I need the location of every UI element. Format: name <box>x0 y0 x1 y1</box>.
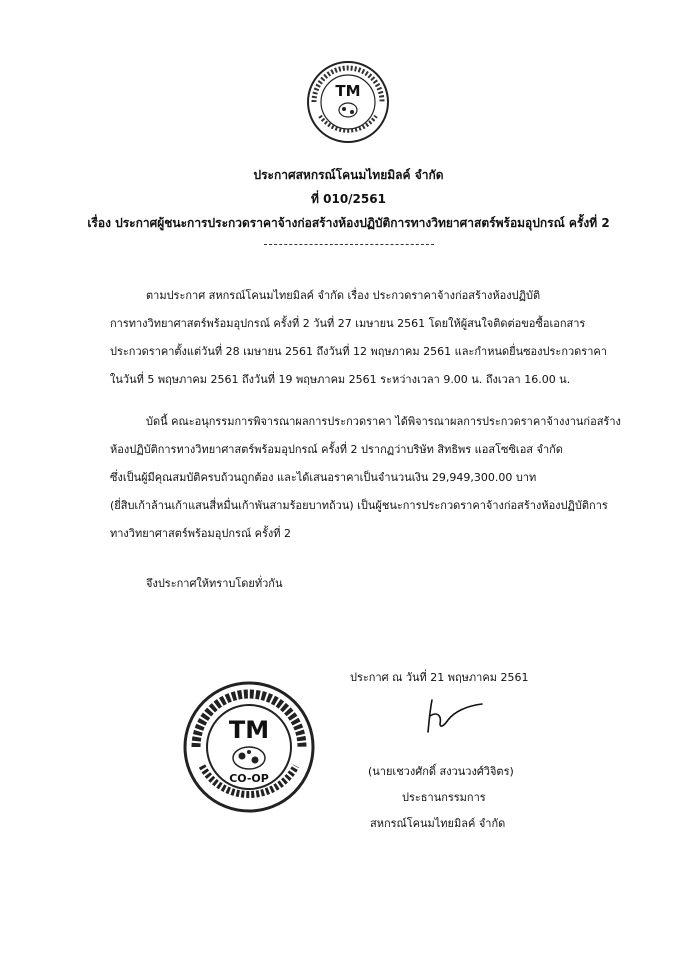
svg-text:CO-OP: CO-OP <box>229 772 269 785</box>
cooperative-logo <box>306 60 390 144</box>
handwritten-signature <box>410 696 490 736</box>
announcement-number: ที่ 010/2561 <box>311 192 386 206</box>
signer-position: ประธานกรรมการ <box>402 791 486 804</box>
paragraph-2-line: บัดนี้ คณะอนุกรรมการพิจารณาผลการประกวดราคา ได้พิจารณาผลการประกวดราคาจ้างงานก่อสร้าง <box>146 415 621 428</box>
svg-text:TM: TM <box>228 716 270 744</box>
paragraph-2-line: (ยี่สิบเก้าล้านเก้าแสนสี่หมื่นเก้าพันสามร้อยบาทถ้วน) เป็นผู้ชนะการประกวดราคาจ้างก่อสร้างห้องปฏิบัติการ <box>110 499 608 512</box>
paragraph-2-line: ห้องปฏิบัติการทางวิทยาศาสตร์พร้อมอุปกรณ์ ครั้งที่ 2 ปรากฏว่าบริษัท สิทธิพร แอสโซซิเอส จำกัด <box>110 443 563 456</box>
announcement-title: ประกาศสหกรณ์โคนมไทยมิลค์ จำกัด <box>253 168 444 182</box>
closing-statement: จึงประกาศให้ทราบโดยทั่วกัน <box>146 577 283 590</box>
header-divider <box>264 244 434 245</box>
announcement-date: ประกาศ ณ วันที่ 21 พฤษภาคม 2561 <box>350 671 529 684</box>
signer-organization: สหกรณ์โคนมไทยมิลค์ จำกัด <box>370 817 506 830</box>
paragraph-2-line: ซึ่งเป็นผู้มีคุณสมบัติครบถ้วนถูกต้อง และได้เสนอราคาเป็นจำนวนเงิน 29,949,300.00 บาท <box>110 471 537 484</box>
paragraph-2-line: ทางวิทยาศาสตร์พร้อมอุปกรณ์ ครั้งที่ 2 <box>110 527 292 540</box>
paragraph-1-line: ประกวดราคาตั้งแต่วันที่ 28 เมษายน 2561 ถึงวันที่ 12 พฤษภาคม 2561 และกำหนดยื่นซองประกวดราคา <box>110 345 607 358</box>
paragraph-1-line: ในวันที่ 5 พฤษภาคม 2561 ถึงวันที่ 19 พฤษภาคม 2561 ระหว่างเวลา 9.00 น. ถึงเวลา 16.00 น. <box>110 373 571 386</box>
svg-text:TM: TM <box>335 82 361 100</box>
paragraph-1-line: การทางวิทยาศาสตร์พร้อมอุปกรณ์ ครั้งที่ 2 วันที่ 27 เมษายน 2561 โดยให้ผู้สนใจติดต่อขอซื้อเอกสาร <box>110 317 586 330</box>
paragraph-1-line: ตามประกาศ สหกรณ์โคนมไทยมิลค์ จำกัด เรื่อง ประกวดราคาจ้างก่อสร้างห้องปฏิบัติ <box>146 289 541 302</box>
announcement-subject: เรื่อง ประกาศผู้ชนะการประกวดราคาจ้างก่อสร้างห้องปฏิบัติการทางวิทยาศาสตร์พร้อมอุปกรณ์ ครั้งที่ 2 <box>87 216 610 230</box>
signer-name: (นายเชวงศักดิ์ สงวนวงศ์วิจิตร) <box>368 765 514 778</box>
cooperative-stamp <box>182 680 316 814</box>
